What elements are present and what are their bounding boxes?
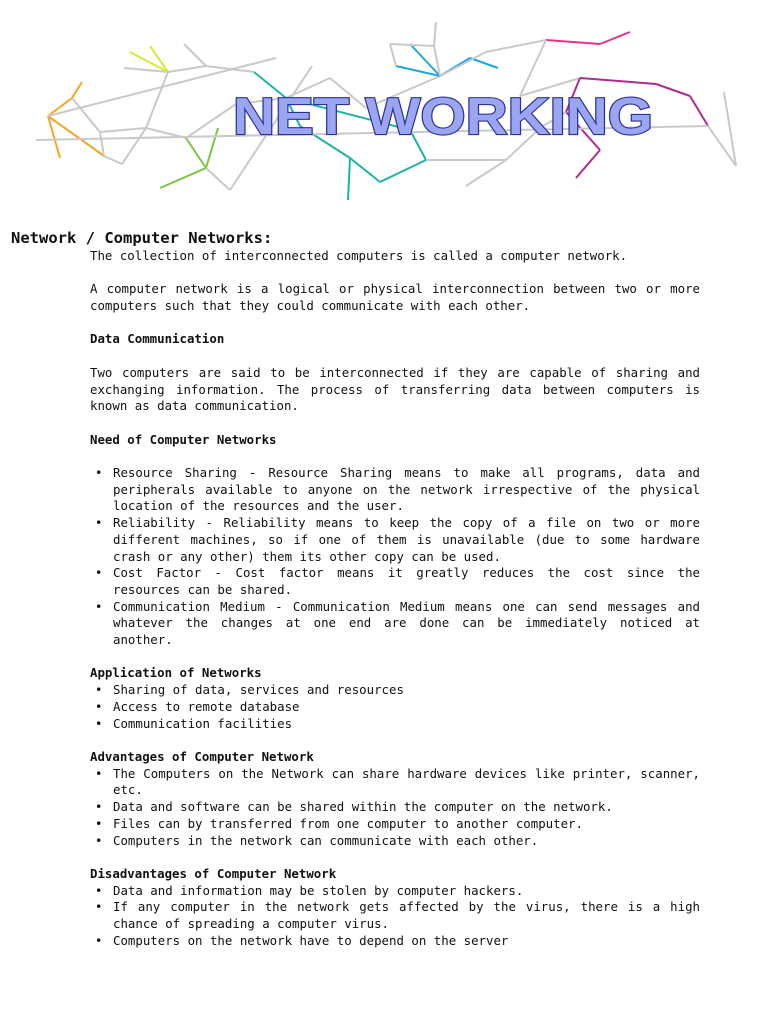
network-link (48, 116, 104, 156)
list-item: • Cost Factor - Cost factor means it greatly reduces the cost since the resources can be shared. (113, 565, 700, 598)
list-item: • Communication facilities (113, 716, 700, 733)
document-body (0, 228, 768, 966)
network-banner (0, 0, 768, 222)
network-link (724, 92, 736, 166)
network-link (656, 84, 690, 96)
section-title-applications: Application of Networks (90, 665, 262, 681)
list-item: • Computers in the network can communicate with each other. (113, 833, 700, 850)
list-item: • Reliability - Reliability means to keep the copy of a file on two or more different machines, so if one of them is unavailable (due to some hardware crash or any other) them its other copy can be used. (113, 515, 700, 565)
network-link (434, 22, 436, 46)
network-link (600, 32, 630, 44)
network-link (380, 160, 426, 182)
need-list (90, 465, 700, 649)
list-item: • Computers on the network have to depend on the server (113, 933, 700, 950)
section-title-disadvantages: Disadvantages of Computer Network (90, 865, 337, 881)
network-link (100, 128, 146, 132)
applications-list (90, 682, 700, 732)
network-link (466, 160, 506, 186)
network-link (146, 72, 168, 128)
section-title-advantages: Advantages of Computer Network (90, 748, 314, 764)
network-link (390, 44, 434, 46)
list-item: • Access to remote database (113, 699, 700, 716)
network-link (186, 104, 236, 138)
network-link (348, 158, 350, 200)
content-column (90, 248, 700, 949)
network-link (168, 66, 206, 72)
network-link (580, 78, 656, 84)
network-link (390, 44, 396, 66)
list-item: • Files can by transferred from one computer to another computer. (113, 816, 700, 833)
network-link (206, 128, 218, 168)
network-link (104, 156, 122, 164)
list-item: • Data and information may be stolen by computer hackers. (113, 883, 700, 900)
list-item: • Data and software can be shared within the computer on the network. (113, 799, 700, 816)
network-link (122, 128, 146, 164)
list-item: • The Computers on the Network can share hardware devices like printer, scanner, etc. (113, 766, 700, 799)
network-link (440, 52, 486, 76)
network-link (206, 66, 254, 72)
section-title-need: Need of Computer Networks (90, 431, 277, 447)
network-link (72, 82, 82, 98)
network-link (486, 40, 546, 52)
network-link (350, 158, 380, 182)
intro-paragraph: The collection of interconnected computers is called a computer network. (90, 248, 628, 263)
definition-paragraph: A computer network is a logical or physical interconnection between two or more computers such that they could communicate with each other. (90, 281, 700, 314)
page-title: Network / Computer Networks: (11, 229, 273, 247)
network-link (576, 150, 600, 178)
network-link (690, 96, 708, 126)
network-link (206, 168, 230, 190)
disadvantages-list (90, 883, 700, 950)
network-link (470, 58, 498, 68)
list-item: • Communication Medium - Communication Medium means one can send messages and whatever the changes at one end are done can be immediately noticed at another. (113, 599, 700, 649)
network-link (546, 40, 600, 44)
network-link (186, 138, 206, 168)
banner-title: NET WORKING (233, 88, 653, 146)
data-communication-paragraph: Two computers are said to be interconnected if they are capable of sharing and exchanging information. The process of transferring data between computers is known as data communication. (90, 364, 700, 414)
network-link (160, 168, 206, 188)
list-item: • If any computer in the network gets affected by the virus, there is a high chance of spreading a computer virus. (113, 899, 700, 932)
network-link (184, 44, 206, 66)
advantages-list (90, 766, 700, 850)
list-item: • Resource Sharing - Resource Sharing means to make all programs, data and peripherals available to anyone on the network irrespective of the physical location of the resources and the user. (113, 465, 700, 515)
section-title-data-communication: Data Communication (90, 331, 225, 347)
list-item: • Sharing of data, services and resources (113, 682, 700, 699)
